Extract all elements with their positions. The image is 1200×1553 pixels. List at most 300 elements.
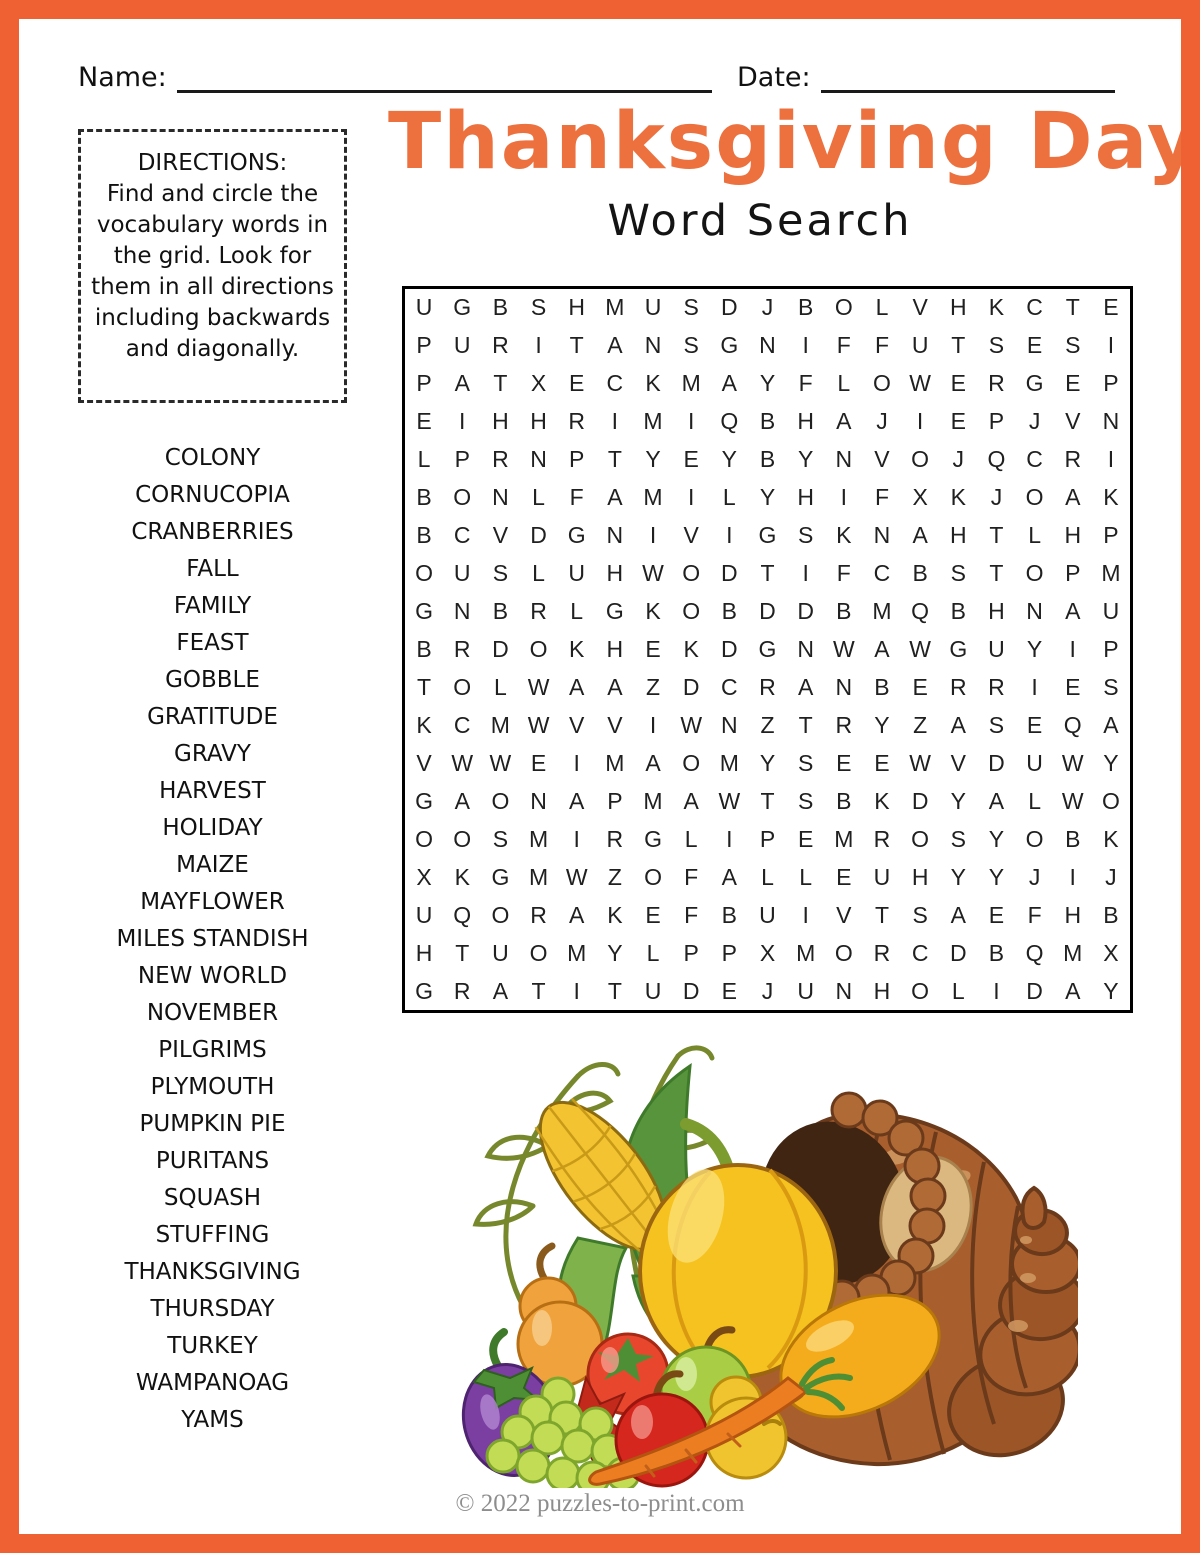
grid-cell[interactable]: Q — [453, 901, 472, 928]
grid-cell[interactable]: L — [493, 673, 507, 700]
grid-cell[interactable]: R — [873, 939, 891, 966]
grid-cell[interactable]: M — [528, 863, 549, 890]
grid-cell[interactable]: G — [567, 522, 586, 549]
grid-cell[interactable]: M — [567, 939, 587, 966]
grid-cell[interactable]: A — [454, 787, 470, 814]
grid-cell[interactable]: G — [415, 787, 434, 814]
grid-cell[interactable]: K — [836, 522, 852, 549]
grid-cell[interactable]: U — [492, 939, 509, 966]
grid-cell[interactable]: L — [722, 484, 736, 511]
grid-cell[interactable]: I — [1107, 332, 1115, 359]
grid-cell[interactable]: E — [950, 408, 966, 435]
grid-cell[interactable]: P — [569, 446, 585, 473]
grid-cell[interactable]: E — [1026, 711, 1043, 738]
grid-cell[interactable]: W — [1061, 787, 1084, 814]
grid-cell[interactable]: N — [530, 787, 547, 814]
grid-cell[interactable]: I — [1069, 635, 1076, 662]
grid-cell[interactable]: D — [682, 673, 700, 700]
grid-cell[interactable]: B — [416, 635, 432, 662]
grid-cell[interactable]: O — [1101, 787, 1120, 814]
grid-cell[interactable]: T — [760, 787, 775, 814]
grid-cell[interactable]: H — [949, 294, 967, 321]
grid-cell[interactable]: O — [453, 484, 472, 511]
grid-cell[interactable]: V — [569, 711, 585, 738]
grid-cell[interactable]: N — [721, 711, 738, 738]
grid-cell[interactable]: S — [797, 522, 814, 549]
grid-cell[interactable]: M — [872, 598, 892, 625]
grid-cell[interactable]: P — [759, 825, 776, 852]
grid-cell[interactable]: R — [988, 370, 1005, 397]
grid-cell[interactable]: I — [611, 408, 619, 435]
grid-cell[interactable]: J — [1028, 863, 1041, 890]
grid-cell[interactable]: X — [416, 863, 432, 890]
grid-cell[interactable]: O — [834, 294, 853, 321]
grid-cell[interactable]: A — [721, 863, 737, 890]
grid-cell[interactable]: F — [874, 332, 889, 359]
grid-cell[interactable]: O — [529, 939, 548, 966]
grid-cell[interactable]: D — [949, 939, 967, 966]
grid-cell[interactable]: J — [761, 294, 774, 321]
grid-cell[interactable]: E — [836, 749, 852, 776]
grid-cell[interactable]: J — [990, 484, 1003, 511]
grid-cell[interactable]: I — [840, 484, 847, 511]
grid-cell[interactable]: Q — [1063, 711, 1082, 738]
grid-cell[interactable]: L — [532, 484, 545, 511]
grid-cell[interactable]: Y — [759, 484, 776, 511]
grid-cell[interactable]: E — [912, 673, 928, 700]
grid-cell[interactable]: B — [950, 598, 966, 625]
grid-cell[interactable]: L — [799, 863, 813, 890]
grid-cell[interactable]: A — [454, 370, 470, 397]
grid-cell[interactable]: A — [1065, 977, 1081, 1004]
grid-cell[interactable]: B — [912, 560, 928, 587]
grid-cell[interactable]: K — [645, 370, 661, 397]
grid-cell[interactable]: W — [909, 370, 931, 397]
grid-cell[interactable]: W — [1061, 749, 1084, 776]
grid-cell[interactable]: A — [1103, 711, 1119, 738]
grid-cell[interactable]: K — [874, 787, 890, 814]
grid-cell[interactable]: S — [1103, 673, 1119, 700]
grid-cell[interactable]: B — [1103, 901, 1119, 928]
grid-cell[interactable]: C — [721, 673, 738, 700]
grid-cell[interactable]: S — [492, 560, 509, 587]
grid-cell[interactable]: Y — [645, 446, 661, 473]
grid-cell[interactable]: G — [1025, 370, 1044, 397]
grid-cell[interactable]: Y — [759, 370, 776, 397]
grid-cell[interactable]: Y — [607, 939, 623, 966]
grid-cell[interactable]: U — [415, 294, 433, 321]
grid-cell[interactable]: V — [683, 522, 699, 549]
grid-cell[interactable]: J — [761, 977, 774, 1004]
grid-cell[interactable]: T — [455, 939, 470, 966]
grid-cell[interactable]: Z — [645, 673, 661, 700]
grid-cell[interactable]: N — [797, 635, 814, 662]
grid-cell[interactable]: N — [492, 484, 509, 511]
grid-cell[interactable]: P — [416, 370, 432, 397]
grid-cell[interactable]: M — [643, 484, 663, 511]
grid-cell[interactable]: E — [683, 446, 699, 473]
grid-cell[interactable]: T — [531, 977, 546, 1004]
grid-cell[interactable]: U — [911, 332, 929, 359]
grid-cell[interactable]: N — [835, 977, 853, 1004]
grid-cell[interactable]: S — [683, 294, 699, 321]
grid-cell[interactable]: V — [416, 749, 432, 776]
grid-cell[interactable]: P — [1065, 560, 1081, 587]
grid-cell[interactable]: N — [873, 522, 891, 549]
grid-cell[interactable]: I — [916, 408, 924, 435]
grid-cell[interactable]: O — [873, 370, 891, 397]
grid-cell[interactable]: H — [1064, 901, 1082, 928]
grid-cell[interactable]: O — [453, 673, 472, 700]
grid-cell[interactable]: I — [573, 977, 580, 1004]
grid-cell[interactable]: E — [836, 863, 852, 890]
grid-cell[interactable]: O — [1025, 825, 1044, 852]
grid-cell[interactable]: W — [527, 673, 550, 700]
grid-cell[interactable]: I — [802, 560, 809, 587]
grid-cell[interactable]: U — [453, 332, 471, 359]
grid-cell[interactable]: I — [573, 749, 580, 776]
grid-cell[interactable]: I — [1107, 446, 1115, 473]
grid-cell[interactable]: I — [993, 977, 1000, 1004]
grid-cell[interactable]: V — [874, 446, 890, 473]
grid-cell[interactable]: A — [645, 749, 661, 776]
grid-cell[interactable]: B — [721, 598, 737, 625]
grid-cell[interactable]: H — [873, 977, 891, 1004]
grid-cell[interactable]: C — [911, 939, 929, 966]
grid-cell[interactable]: D — [1026, 977, 1043, 1004]
grid-cell[interactable]: R — [873, 825, 891, 852]
grid-cell[interactable]: R — [759, 673, 776, 700]
grid-cell[interactable]: D — [797, 598, 814, 625]
grid-cell[interactable]: L — [570, 598, 584, 625]
grid-cell[interactable]: I — [726, 825, 733, 852]
grid-cell[interactable]: Y — [759, 749, 776, 776]
grid-cell[interactable]: P — [1103, 635, 1119, 662]
grid-cell[interactable]: E — [1065, 673, 1081, 700]
grid-cell[interactable]: A — [683, 787, 699, 814]
grid-cell[interactable]: X — [530, 370, 547, 397]
grid-cell[interactable]: F — [874, 484, 889, 511]
grid-cell[interactable]: L — [951, 977, 965, 1004]
grid-cell[interactable]: E — [1026, 332, 1043, 359]
grid-cell[interactable]: C — [606, 370, 624, 397]
grid-cell[interactable]: O — [682, 749, 701, 776]
grid-cell[interactable]: M — [490, 711, 510, 738]
grid-cell[interactable]: Q — [911, 598, 930, 625]
grid-cell[interactable]: Y — [797, 446, 814, 473]
grid-cell[interactable]: L — [837, 370, 851, 397]
grid-cell[interactable]: M — [1063, 939, 1083, 966]
grid-cell[interactable]: N — [759, 332, 776, 359]
grid-cell[interactable]: M — [605, 294, 625, 321]
grid-cell[interactable]: W — [832, 635, 855, 662]
grid-cell[interactable]: R — [988, 673, 1005, 700]
grid-cell[interactable]: D — [721, 560, 738, 587]
grid-cell[interactable]: K — [607, 901, 623, 928]
grid-cell[interactable]: U — [644, 294, 662, 321]
grid-cell[interactable]: Y — [1103, 749, 1119, 776]
grid-cell[interactable]: R — [835, 711, 853, 738]
grid-cell[interactable]: H — [949, 522, 967, 549]
grid-cell[interactable]: J — [1105, 863, 1117, 890]
grid-cell[interactable]: R — [453, 635, 471, 662]
grid-cell[interactable]: U — [988, 635, 1005, 662]
grid-cell[interactable]: Y — [1103, 977, 1119, 1004]
grid-cell[interactable]: G — [758, 635, 777, 662]
grid-cell[interactable]: J — [1028, 408, 1041, 435]
grid-cell[interactable]: A — [912, 522, 928, 549]
grid-cell[interactable]: C — [453, 522, 471, 549]
grid-cell[interactable]: N — [606, 522, 624, 549]
grid-cell[interactable]: G — [491, 863, 510, 890]
grid-cell[interactable]: V — [912, 294, 928, 321]
grid-cell[interactable]: X — [759, 939, 776, 966]
grid-cell[interactable]: I — [1031, 673, 1038, 700]
grid-cell[interactable]: T — [417, 673, 432, 700]
grid-cell[interactable]: Y — [721, 446, 737, 473]
grid-cell[interactable]: U — [1102, 598, 1120, 625]
grid-cell[interactable]: W — [909, 749, 931, 776]
grid-cell[interactable]: D — [530, 522, 547, 549]
grid-cell[interactable]: M — [796, 939, 816, 966]
grid-cell[interactable]: E — [569, 370, 585, 397]
grid-cell[interactable]: S — [988, 711, 1005, 738]
grid-cell[interactable]: T — [607, 446, 622, 473]
grid-cell[interactable]: T — [493, 370, 508, 397]
grid-cell[interactable]: V — [1065, 408, 1081, 435]
grid-cell[interactable]: K — [950, 484, 966, 511]
grid-cell[interactable]: I — [802, 901, 809, 928]
grid-cell[interactable]: R — [453, 977, 471, 1004]
grid-cell[interactable]: H — [415, 939, 433, 966]
grid-cell[interactable]: A — [1065, 484, 1081, 511]
grid-cell[interactable]: O — [644, 863, 662, 890]
grid-cell[interactable]: E — [1065, 370, 1081, 397]
grid-cell[interactable]: W — [489, 749, 512, 776]
grid-cell[interactable]: N — [835, 673, 853, 700]
grid-cell[interactable]: F — [798, 370, 813, 397]
grid-cell[interactable]: N — [453, 598, 471, 625]
grid-cell[interactable]: N — [835, 446, 853, 473]
grid-cell[interactable]: P — [988, 408, 1005, 435]
grid-cell[interactable]: B — [416, 484, 432, 511]
grid-cell[interactable]: O — [415, 825, 434, 852]
grid-cell[interactable]: O — [453, 825, 472, 852]
grid-cell[interactable]: H — [911, 863, 929, 890]
grid-cell[interactable]: A — [988, 787, 1005, 814]
grid-cell[interactable]: W — [718, 787, 741, 814]
grid-cell[interactable]: E — [1103, 294, 1119, 321]
grid-cell[interactable]: A — [797, 673, 814, 700]
grid-cell[interactable]: O — [834, 939, 853, 966]
grid-cell[interactable]: T — [760, 560, 775, 587]
grid-cell[interactable]: F — [569, 484, 584, 511]
grid-cell[interactable]: T — [798, 711, 813, 738]
grid-cell[interactable]: I — [687, 408, 695, 435]
grid-cell[interactable]: Z — [913, 711, 928, 738]
grid-cell[interactable]: M — [834, 825, 854, 852]
grid-cell[interactable]: O — [682, 598, 701, 625]
grid-cell[interactable]: W — [451, 749, 474, 776]
grid-cell[interactable]: L — [532, 560, 545, 587]
grid-cell[interactable]: G — [453, 294, 472, 321]
grid-cell[interactable]: X — [1103, 939, 1119, 966]
grid-cell[interactable]: P — [1103, 522, 1119, 549]
grid-cell[interactable]: D — [721, 294, 738, 321]
grid-cell[interactable]: V — [492, 522, 509, 549]
grid-cell[interactable]: P — [1103, 370, 1119, 397]
grid-cell[interactable]: L — [1028, 787, 1041, 814]
grid-cell[interactable]: A — [721, 370, 737, 397]
grid-cell[interactable]: I — [687, 484, 695, 511]
grid-cell[interactable]: O — [529, 635, 548, 662]
grid-cell[interactable]: R — [949, 673, 967, 700]
grid-cell[interactable]: J — [876, 408, 888, 435]
grid-cell[interactable]: H — [606, 635, 624, 662]
grid-cell[interactable]: F — [836, 332, 851, 359]
grid-cell[interactable]: M — [719, 749, 739, 776]
grid-cell[interactable]: P — [721, 939, 737, 966]
grid-cell[interactable]: A — [950, 901, 966, 928]
grid-cell[interactable]: I — [726, 522, 733, 549]
date-input-line[interactable] — [821, 60, 1115, 93]
grid-cell[interactable]: K — [569, 635, 585, 662]
grid-cell[interactable]: H — [1064, 522, 1082, 549]
grid-cell[interactable]: F — [684, 901, 699, 928]
grid-cell[interactable]: R — [606, 825, 624, 852]
grid-cell[interactable]: S — [950, 560, 966, 587]
grid-cell[interactable]: S — [797, 749, 814, 776]
grid-cell[interactable]: B — [1065, 825, 1081, 852]
grid-cell[interactable]: G — [415, 977, 434, 1004]
grid-cell[interactable]: R — [568, 408, 586, 435]
grid-cell[interactable]: B — [836, 787, 852, 814]
grid-cell[interactable]: I — [802, 332, 809, 359]
grid-cell[interactable]: C — [1026, 446, 1043, 473]
grid-cell[interactable]: U — [797, 977, 814, 1004]
grid-cell[interactable]: X — [912, 484, 928, 511]
grid-cell[interactable]: K — [645, 598, 661, 625]
grid-cell[interactable]: H — [530, 408, 547, 435]
grid-cell[interactable]: O — [911, 446, 930, 473]
grid-cell[interactable]: S — [950, 825, 966, 852]
grid-cell[interactable]: A — [874, 635, 890, 662]
grid-cell[interactable]: I — [573, 825, 580, 852]
grid-cell[interactable]: Z — [760, 711, 775, 738]
grid-cell[interactable]: R — [530, 598, 547, 625]
grid-cell[interactable]: B — [988, 939, 1005, 966]
grid-cell[interactable]: G — [758, 522, 777, 549]
grid-cell[interactable]: I — [1069, 863, 1076, 890]
grid-cell[interactable]: H — [988, 598, 1005, 625]
grid-cell[interactable]: K — [416, 711, 432, 738]
grid-cell[interactable]: K — [988, 294, 1005, 321]
grid-cell[interactable]: R — [492, 332, 509, 359]
grid-cell[interactable]: B — [874, 673, 890, 700]
grid-cell[interactable]: W — [642, 560, 664, 587]
grid-cell[interactable]: H — [492, 408, 509, 435]
grid-cell[interactable]: E — [645, 635, 661, 662]
grid-cell[interactable]: Q — [720, 408, 739, 435]
grid-cell[interactable]: O — [911, 977, 930, 1004]
grid-cell[interactable]: O — [491, 787, 510, 814]
grid-cell[interactable]: T — [989, 560, 1004, 587]
grid-cell[interactable]: W — [565, 863, 588, 890]
grid-cell[interactable]: G — [605, 598, 624, 625]
grid-cell[interactable]: F — [836, 560, 851, 587]
grid-cell[interactable]: A — [607, 332, 623, 359]
grid-cell[interactable]: Z — [607, 863, 622, 890]
grid-cell[interactable]: E — [530, 749, 547, 776]
grid-cell[interactable]: A — [492, 977, 509, 1004]
grid-cell[interactable]: K — [683, 635, 699, 662]
grid-cell[interactable]: D — [682, 977, 700, 1004]
grid-cell[interactable]: B — [492, 294, 509, 321]
grid-cell[interactable]: D — [492, 635, 509, 662]
grid-cell[interactable]: S — [530, 294, 547, 321]
grid-cell[interactable]: E — [797, 825, 814, 852]
grid-cell[interactable]: Y — [988, 863, 1005, 890]
grid-cell[interactable]: N — [1026, 598, 1043, 625]
grid-cell[interactable]: A — [607, 484, 623, 511]
grid-cell[interactable]: T — [874, 901, 889, 928]
grid-cell[interactable]: E — [721, 977, 737, 1004]
grid-cell[interactable]: K — [1103, 825, 1119, 852]
grid-cell[interactable]: B — [416, 522, 432, 549]
grid-cell[interactable]: I — [535, 332, 542, 359]
grid-cell[interactable]: E — [988, 901, 1005, 928]
grid-cell[interactable]: W — [909, 635, 931, 662]
grid-cell[interactable]: S — [988, 332, 1005, 359]
grid-cell[interactable]: O — [491, 901, 510, 928]
grid-cell[interactable]: H — [797, 484, 814, 511]
grid-cell[interactable]: M — [681, 370, 701, 397]
grid-cell[interactable]: M — [605, 749, 625, 776]
grid-cell[interactable]: C — [1026, 294, 1043, 321]
grid-cell[interactable]: P — [416, 332, 432, 359]
grid-cell[interactable]: O — [682, 560, 701, 587]
grid-cell[interactable]: S — [912, 901, 928, 928]
grid-cell[interactable]: L — [761, 863, 774, 890]
grid-cell[interactable]: V — [607, 711, 623, 738]
grid-cell[interactable]: V — [950, 749, 966, 776]
grid-cell[interactable]: U — [644, 977, 662, 1004]
grid-cell[interactable]: A — [950, 711, 966, 738]
grid-cell[interactable]: Q — [1025, 939, 1044, 966]
grid-cell[interactable]: S — [1065, 332, 1081, 359]
grid-cell[interactable]: R — [1064, 446, 1082, 473]
grid-cell[interactable]: H — [606, 560, 624, 587]
grid-cell[interactable]: G — [949, 635, 968, 662]
grid-cell[interactable]: Y — [1026, 635, 1043, 662]
grid-cell[interactable]: N — [644, 332, 662, 359]
grid-cell[interactable]: A — [569, 787, 585, 814]
grid-cell[interactable]: I — [649, 522, 657, 549]
grid-cell[interactable]: A — [607, 673, 623, 700]
grid-cell[interactable]: M — [1101, 560, 1121, 587]
grid-cell[interactable]: A — [569, 673, 585, 700]
grid-cell[interactable]: L — [875, 294, 889, 321]
grid-cell[interactable]: Y — [988, 825, 1005, 852]
grid-cell[interactable]: B — [721, 901, 737, 928]
grid-cell[interactable]: G — [644, 825, 662, 852]
grid-cell[interactable]: E — [645, 901, 661, 928]
grid-cell[interactable]: Y — [950, 787, 966, 814]
grid-cell[interactable]: B — [492, 598, 509, 625]
grid-cell[interactable]: G — [720, 332, 739, 359]
grid-cell[interactable]: O — [1025, 484, 1044, 511]
grid-cell[interactable]: S — [492, 825, 509, 852]
